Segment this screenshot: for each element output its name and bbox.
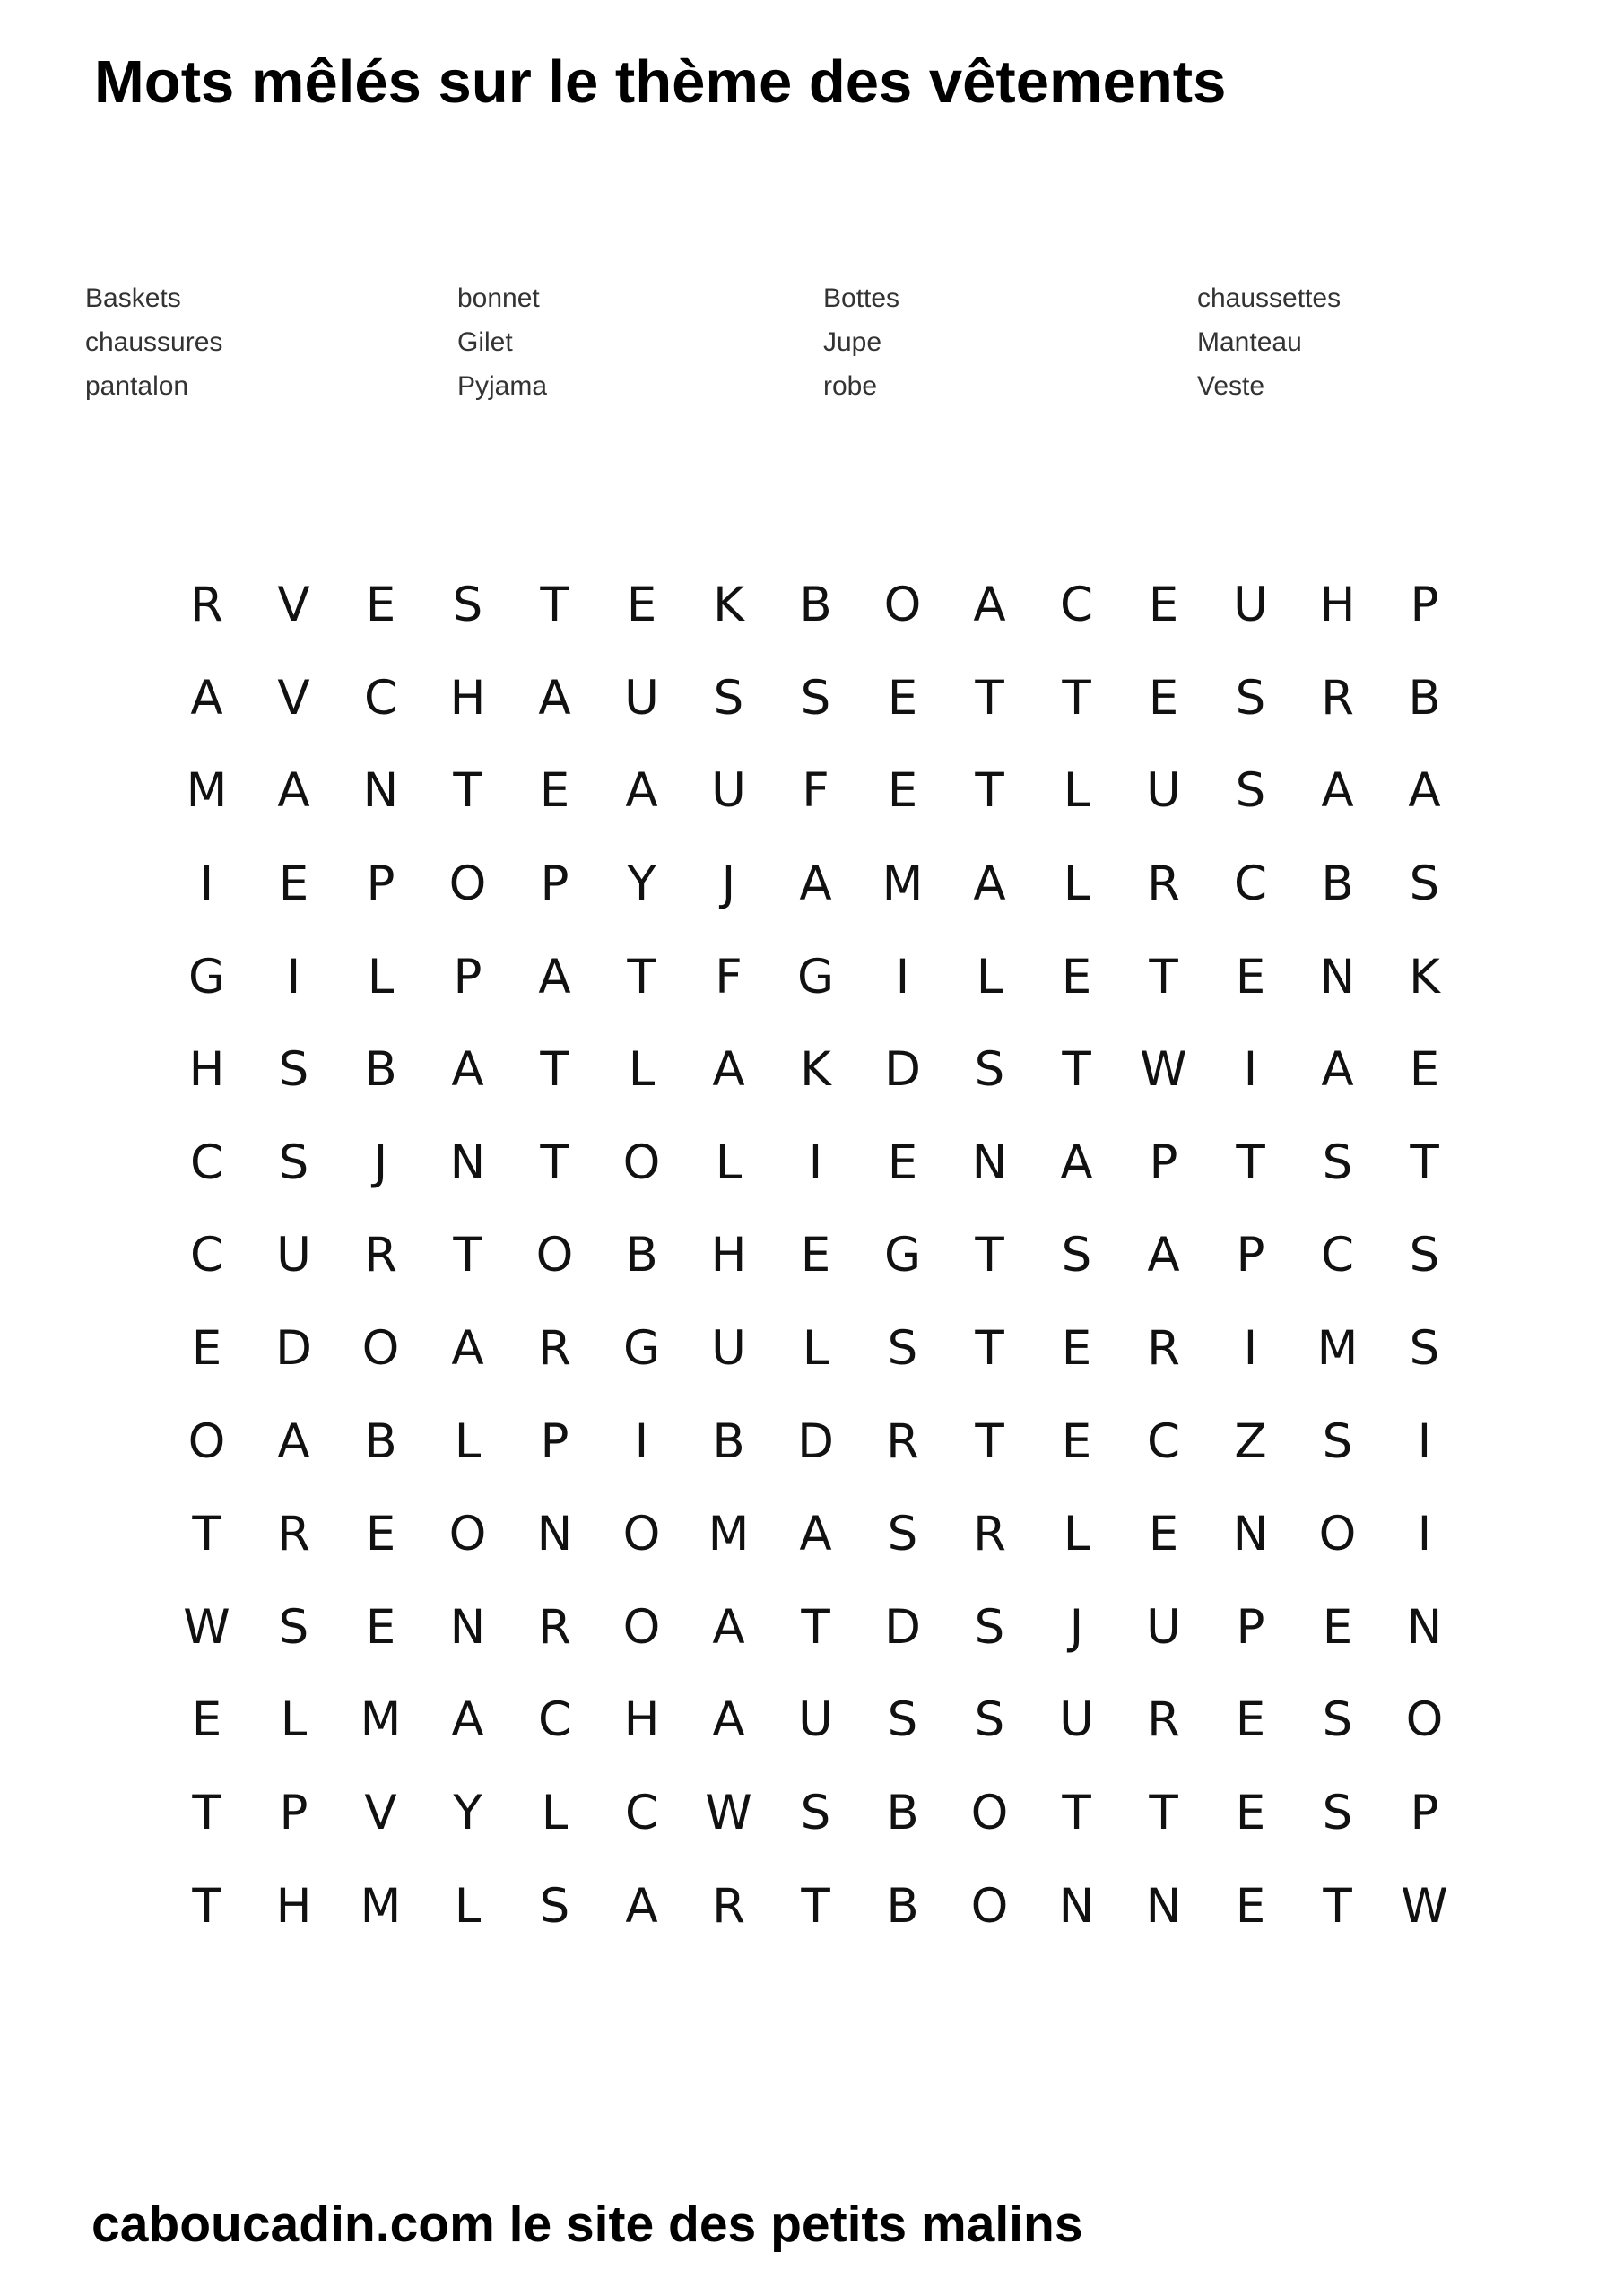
grid-cell: Y [453,1786,482,1841]
grid-cell: C [189,1228,223,1283]
word-list-column-4 [1197,276,1341,408]
grid-cell: V [277,578,310,633]
grid-cell: T [1236,1135,1265,1190]
grid-cell: P [540,857,569,912]
grid-cell: A [712,1692,745,1748]
grid-cell: L [715,1135,743,1190]
grid-cell: E [887,763,918,819]
grid-cell: S [278,1599,309,1655]
grid-cell: E [1148,578,1179,633]
grid-cell: N [971,1135,1008,1190]
grid-cell: T [1062,1786,1091,1841]
grid-cell: O [970,1878,1009,1934]
grid-cell: A [1321,1042,1354,1098]
grid-cell: L [280,1692,308,1748]
grid-cell: A [712,1599,745,1655]
grid-cell: B [886,1878,919,1934]
grid-cell: Z [1234,1413,1267,1469]
grid-cell: O [448,857,487,912]
grid-cell: R [973,1507,1006,1562]
grid-cell: R [538,1599,571,1655]
grid-cell: L [628,1042,656,1098]
word-list-column-1 [85,276,222,408]
grid-cell: T [801,1878,830,1934]
grid-cell: L [976,949,1003,1004]
grid-cell: L [454,1413,482,1469]
grid-cell: C [189,1135,223,1190]
grid-cell: B [799,578,832,633]
grid-cell: A [538,949,571,1004]
grid-cell: E [191,1692,222,1748]
grid-cell: L [1063,857,1090,912]
grid-cell: J [373,1135,388,1190]
grid-cell: N [1058,1878,1095,1934]
grid-cell: E [626,578,657,633]
grid-cell: I [895,949,910,1004]
grid-cell: U [1146,763,1181,819]
grid-cell: E [365,578,396,633]
grid-cell: R [1147,1321,1180,1377]
grid-cell: R [1321,670,1354,726]
grid-cell: S [1322,1692,1353,1748]
grid-cell: U [711,763,746,819]
grid-cell: P [1410,1786,1439,1841]
grid-cell: H [275,1878,312,1934]
word-item: pantalon [85,371,189,401]
word-item: robe [823,371,878,401]
grid-cell: R [1147,1692,1180,1748]
grid-cell: A [973,578,1006,633]
grid-cell: M [1316,1321,1359,1377]
grid-cell: U [1146,1599,1181,1655]
grid-cell: I [1243,1321,1258,1377]
grid-cell: S [974,1599,1005,1655]
grid-cell: O [883,578,922,633]
grid-cell: E [191,1321,222,1377]
grid-cell: M [186,763,228,819]
grid-cell: A [625,1878,658,1934]
grid-cell: I [1417,1413,1432,1469]
grid-cell: R [886,1413,919,1469]
grid-cell: A [1321,763,1354,819]
grid-cell: A [973,857,1006,912]
grid-cell: H [710,1228,747,1283]
grid-cell: B [1408,670,1441,726]
grid-cell: U [1233,578,1268,633]
grid-cell: E [1409,1042,1440,1098]
grid-cell: U [711,1321,746,1377]
grid-cell: A [799,857,832,912]
grid-cell: A [190,670,223,726]
grid-cell: S [974,1042,1005,1098]
grid-cell: E [1148,670,1179,726]
grid-cell: P [453,949,482,1004]
grid-cell: D [275,1321,312,1377]
grid-cell: D [797,1413,834,1469]
grid-cell: E [365,1507,396,1562]
grid-cell: O [361,1321,400,1377]
page-title: Mots mêlés sur le thème des vêtements [94,48,1227,116]
grid-cell: N [1319,949,1356,1004]
grid-cell: T [1149,949,1178,1004]
grid-cell: S [887,1692,918,1748]
grid-cell: O [970,1786,1009,1841]
grid-cell: T [192,1507,221,1562]
word-list [85,276,1592,411]
grid-cell: T [975,763,1004,819]
grid-cell: C [537,1692,571,1748]
grid-cell: L [541,1786,569,1841]
grid-cell: J [1069,1599,1084,1655]
grid-cell: T [1149,1786,1178,1841]
grid-cell: T [975,1228,1004,1283]
word-item: chaussures [85,327,223,357]
grid-cell: D [884,1599,921,1655]
grid-cell: B [364,1413,397,1469]
grid-cell: S [1235,670,1266,726]
grid-cell: M [881,857,924,912]
grid-cell: S [278,1042,309,1098]
grid-cell: N [362,763,399,819]
grid-cell: O [187,1413,226,1469]
grid-cell: C [1059,578,1093,633]
grid-cell: S [1322,1786,1353,1841]
grid-cell: T [453,763,482,819]
grid-cell: U [798,1692,833,1748]
grid-cell: C [1320,1228,1354,1283]
word-item: Pyjama [457,371,548,401]
grid-cell: T [1062,670,1091,726]
grid-cell: N [1232,1507,1269,1562]
grid-cell: C [1146,1413,1180,1469]
grid-cell: P [366,857,395,912]
grid-cell: N [1406,1599,1443,1655]
grid-cell: V [277,670,310,726]
grid-cell: W [1401,1878,1448,1934]
grid-cell: A [451,1321,484,1377]
grid-cell: P [279,1786,308,1841]
grid-cell: E [1061,949,1092,1004]
grid-cell: U [624,670,659,726]
grid-cell: O [622,1507,661,1562]
footer-text: caboucadin.com le site des petits malins [91,2196,1083,2253]
word-item: Manteau [1197,327,1302,357]
grid-cell: S [713,670,744,726]
word-item: bonnet [457,283,540,313]
grid-cell: A [799,1507,832,1562]
grid-cell: S [1409,1228,1440,1283]
grid-cell: H [1319,578,1356,633]
grid-cell: S [1061,1228,1092,1283]
grid-cell: P [1236,1228,1265,1283]
grid-cell: T [192,1786,221,1841]
grid-cell: W [183,1599,230,1655]
grid-cell: K [800,1042,831,1098]
word-item: Baskets [85,283,181,313]
grid-cell: S [1322,1413,1353,1469]
grid-cell: D [884,1042,921,1098]
grid-cell: B [712,1413,745,1469]
grid-cell: W [1140,1042,1187,1098]
grid-cell: S [800,1786,831,1841]
grid-cell: H [623,1692,660,1748]
grid-cell: R [190,578,223,633]
grid-cell: O [622,1599,661,1655]
grid-cell: G [622,1321,661,1377]
grid-cell: A [1060,1135,1093,1190]
grid-cell: P [1236,1599,1265,1655]
grid-cell: T [540,1042,569,1098]
grid-cell: S [452,578,483,633]
grid-cell: E [278,857,309,912]
word-item: Bottes [823,283,900,313]
grid-cell: T [1323,1878,1352,1934]
grid-cell: B [1321,857,1354,912]
grid-cell: M [360,1878,402,1934]
word-item: Veste [1197,371,1265,401]
grid-cell: E [1061,1321,1092,1377]
grid-cell: I [1417,1507,1432,1562]
grid-cell: C [1233,857,1267,912]
grid-cell: M [360,1692,402,1748]
grid-cell: O [448,1507,487,1562]
grid-cell: G [796,949,835,1004]
word-item: Jupe [823,327,882,357]
grid-cell: T [453,1228,482,1283]
grid-cell: N [449,1135,486,1190]
grid-cell: V [364,1786,397,1841]
grid-cell: N [536,1507,573,1562]
grid-cell: E [1322,1599,1353,1655]
grid-cell: T [1062,1042,1091,1098]
grid-cell: N [449,1599,486,1655]
grid-cell: S [1322,1135,1353,1190]
grid-cell: B [625,1228,658,1283]
grid-cell: Y [627,857,656,912]
grid-cell: N [1145,1878,1182,1934]
grid-cell: S [278,1135,309,1190]
grid-cell: P [540,1413,569,1469]
grid-cell: W [705,1786,752,1841]
grid-cell: T [192,1878,221,1934]
grid-cell: L [367,949,395,1004]
grid-cell: I [808,1135,823,1190]
grid-cell: G [187,949,226,1004]
grid-cell: I [1243,1042,1258,1098]
grid-cell: S [887,1507,918,1562]
grid-cell: I [634,1413,649,1469]
grid-cell: H [449,670,486,726]
grid-cell: A [1408,763,1441,819]
grid-cell: A [712,1042,745,1098]
grid-cell: S [887,1321,918,1377]
grid-cell: F [715,949,743,1004]
grid-cell: K [1409,949,1440,1004]
grid-cell: S [1235,763,1266,819]
grid-cell: E [1235,1878,1266,1934]
grid-cell: O [535,1228,574,1283]
grid-cell: F [802,763,829,819]
word-list-column-3 [823,276,899,408]
grid-cell: R [364,1228,397,1283]
grid-cell: O [1405,1692,1444,1748]
grid-cell: P [1410,578,1439,633]
grid-cell: E [887,1135,918,1190]
grid-cell: S [1409,857,1440,912]
grid-cell: C [624,1786,658,1841]
grid-cell: B [886,1786,919,1841]
grid-cell: I [199,857,214,912]
grid-cell: E [1235,949,1266,1004]
word-list-column-2 [457,276,547,408]
grid-cell: U [276,1228,311,1283]
grid-cell: S [539,1878,570,1934]
grid-cell: T [627,949,656,1004]
grid-cell: M [708,1507,750,1562]
grid-cell: T [975,1321,1004,1377]
grid-cell: E [539,763,570,819]
grid-cell: A [451,1692,484,1748]
grid-cell: E [887,670,918,726]
grid-cell: L [802,1321,829,1377]
grid-cell: E [800,1228,831,1283]
grid-cell: U [1059,1692,1094,1748]
grid-cell: C [363,670,397,726]
grid-cell: L [1063,1507,1090,1562]
word-item: Gilet [457,327,513,357]
grid-cell: T [540,1135,569,1190]
grid-cell: S [1409,1321,1440,1377]
grid-cell: E [1235,1786,1266,1841]
grid-cell: B [364,1042,397,1098]
grid-cell: S [800,670,831,726]
grid-cell: R [277,1507,310,1562]
grid-cell: T [1410,1135,1439,1190]
word-item: chaussettes [1197,283,1342,313]
word-search-grid [163,559,1469,1952]
grid-cell: I [286,949,301,1004]
grid-cell: A [277,1413,310,1469]
grid-cell: R [712,1878,745,1934]
grid-cell: P [1149,1135,1178,1190]
grid-cell: T [975,670,1004,726]
grid-cell: A [625,763,658,819]
grid-cell: A [451,1042,484,1098]
grid-cell: E [1061,1413,1092,1469]
grid-cell: L [454,1878,482,1934]
grid-cell: E [1235,1692,1266,1748]
grid-cell: L [1063,763,1090,819]
grid-cell: R [538,1321,571,1377]
grid-cell: R [1147,857,1180,912]
grid-cell: A [538,670,571,726]
grid-cell: G [883,1228,922,1283]
grid-cell: O [1318,1507,1357,1562]
grid-cell: T [801,1599,830,1655]
grid-cell: T [540,578,569,633]
grid-cell: O [622,1135,661,1190]
grid-cell: A [277,763,310,819]
grid-cell: E [365,1599,396,1655]
grid-cell: J [721,857,736,912]
grid-cell: A [1147,1228,1180,1283]
grid-cell: K [713,578,744,633]
grid-cell: E [1148,1507,1179,1562]
grid-cell: H [188,1042,225,1098]
grid-cell: T [975,1413,1004,1469]
grid-cell: S [974,1692,1005,1748]
